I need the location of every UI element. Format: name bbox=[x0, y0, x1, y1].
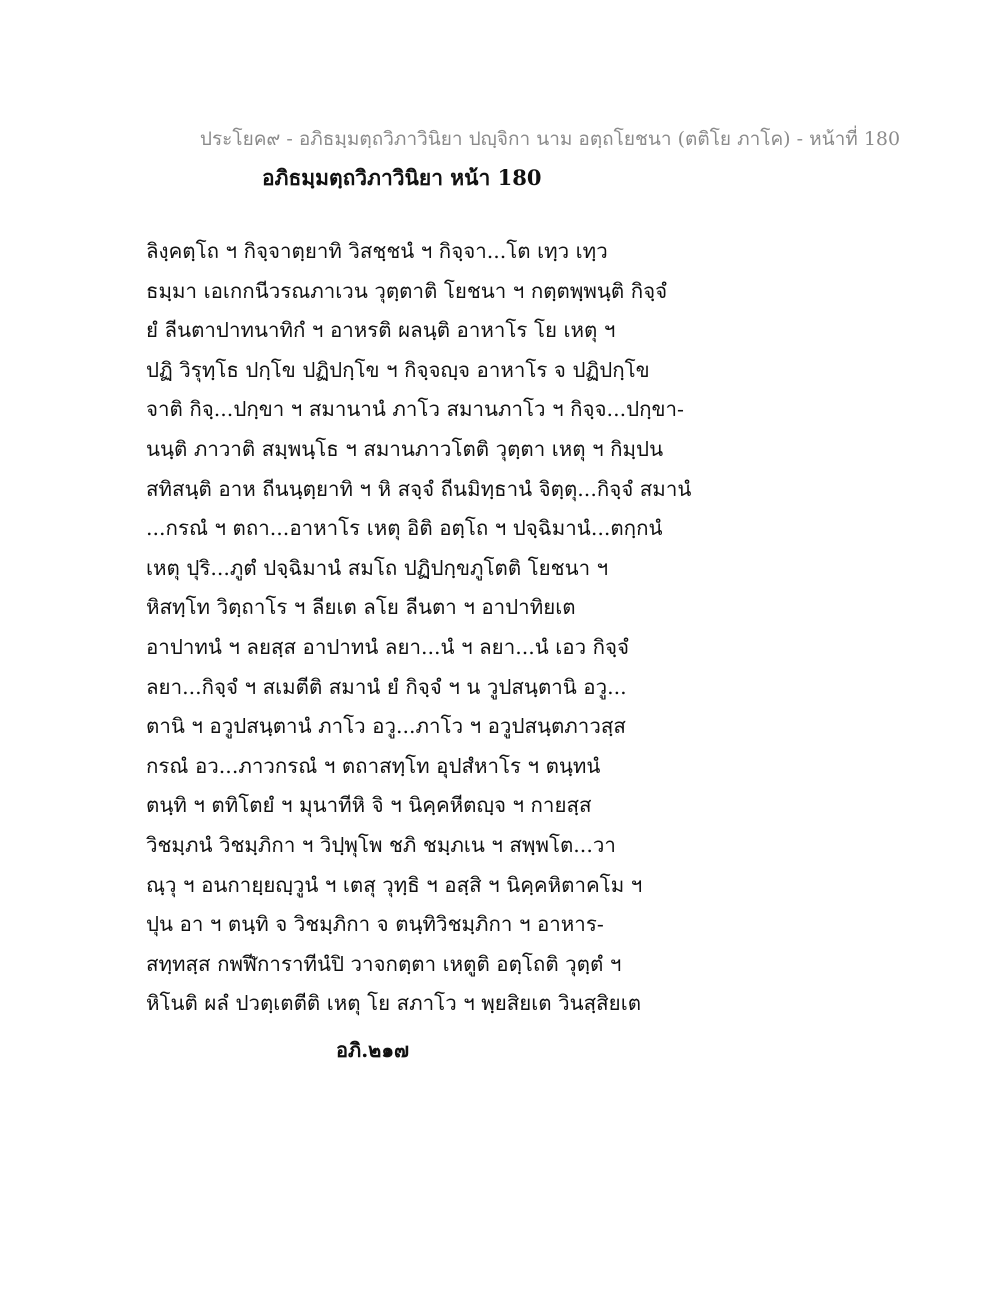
body-line: ...กรณํ ฯ ตถา...อาหาโร เหตุ อิติ อตฺโถ ฯ ปจฺฉิมานํ...ตกฺกนํ bbox=[146, 516, 663, 541]
body-line: หิโนติ ผลํ ปวตฺเตตีติ เหตุ โย สภาโว ฯ พฺยสิยเต วินสฺสิยเต bbox=[146, 991, 642, 1016]
body-line: ธมฺมา เอเกกนีวรณภาเวน วุตฺตาติ โยชนา ฯ กตฺตพฺพนฺติ กิจฺจํ bbox=[146, 278, 668, 303]
body-line: สทิสนฺติ อาห ถีนนฺตฺยาทิ ฯ หิ สจฺจํ ถีนมิทฺธานํ จิตฺตุ...กิจฺจํ สมานํ bbox=[146, 476, 692, 501]
body-line: หิสทฺโท วิตฺถาโร ฯ ลียเต ลโย ลีนตา ฯ อาปาทิยเต bbox=[146, 595, 576, 620]
body-line: ณฺวุ ฯ อนกายฺยญฺวูนํ ฯ เตสุ วุทฺธิ ฯ อสฺสิ ฯ นิคฺคหิตาคโม ฯ bbox=[146, 872, 643, 897]
body-line: นนฺติ ภาวาติ สมฺพนฺโธ ฯ สมานภาวโตติ วุตฺตา เหตุ ฯ กิมฺปน bbox=[146, 436, 664, 461]
body-line: ตนฺทิ ฯ ตทิโตยํ ฯ มุนาทีหิ จิ ฯ นิคฺคหีตญฺจ ฯ กายสฺส bbox=[146, 793, 592, 818]
body-line: ลยา...กิจฺจํ ฯ สเมตีติ สมานํ ยํ กิจฺจํ ฯ น วูปสนฺตานิ อวู... bbox=[146, 674, 627, 699]
body-line: ปุน อา ฯ ตนฺทิ จ วิชมฺภิกา จ ตนฺทิวิชมฺภิกา ฯ อาหาร- bbox=[146, 912, 604, 937]
body-line: เหตุ ปุริ...ภูตํ ปจฺฉิมานํ สมโถ ปฏิปกฺขภูโตติ โยชนา ฯ bbox=[146, 555, 609, 580]
body-line: จาติ กิจฺ...ปกฺขา ฯ สมานานํ ภาโว สมานภาโว ฯ กิจฺจ...ปกฺขา- bbox=[146, 397, 684, 422]
folio-mark: อภิ.๒๑๗ bbox=[336, 1038, 410, 1062]
body-line: วิชมฺภนํ วิชมฺภิกา ฯ วิปฺพุโพ ชภิ ชมฺภเน ฯ สพฺพโต...วา bbox=[146, 832, 616, 857]
body-text bbox=[146, 232, 706, 1024]
page-title: อภิธมฺมตฺถวิภาวินิยา หน้า 180 bbox=[262, 165, 542, 190]
body-line: ตานิ ฯ อวูปสนฺตานํ ภาโว อวู...ภาโว ฯ อวูปสนฺตภาวสฺส bbox=[146, 714, 626, 739]
body-line: ยํ ลีนตาปาทนาทิกํ ฯ อาหรติ ผลนฺติ อาหาโร โย เหตุ ฯ bbox=[146, 318, 616, 343]
body-line: สทฺทสฺส กพฬีการาทีนํปิ วาจกตฺตา เหตูติ อตฺโถติ วุตฺตํ ฯ bbox=[146, 951, 622, 976]
body-line: อาปาทนํ ฯ ลยสฺส อาปาทนํ ลยา...นํ ฯ ลยา...นํ เอว กิจฺจํ bbox=[146, 634, 630, 659]
body-line: ปฏิ วิรุทฺโธ ปกฺโข ปฏิปกฺโข ฯ กิจฺจญฺจ อาหาโร จ ปฏิปกฺโข bbox=[146, 357, 650, 382]
body-line: กรณํ อว...ภาวกรณํ ฯ ตถาสทฺโท อุปสํหาโร ฯ ตนฺทนํ bbox=[146, 753, 601, 778]
running-header-text: ประโยค๙ - อภิธมฺมตฺถวิภาวินิยา ปญฺจิกา นาม อตฺถโยชนา (ตติโย ภาโค) - หน้าที่ 180 bbox=[199, 128, 901, 150]
body-line: ลิงฺคตฺโถ ฯ กิจฺจาตฺยาทิ วิสชฺชนํ ฯ กิจฺจา...โต เทฺว เทฺว bbox=[146, 239, 608, 263]
running-header bbox=[0, 124, 1000, 154]
